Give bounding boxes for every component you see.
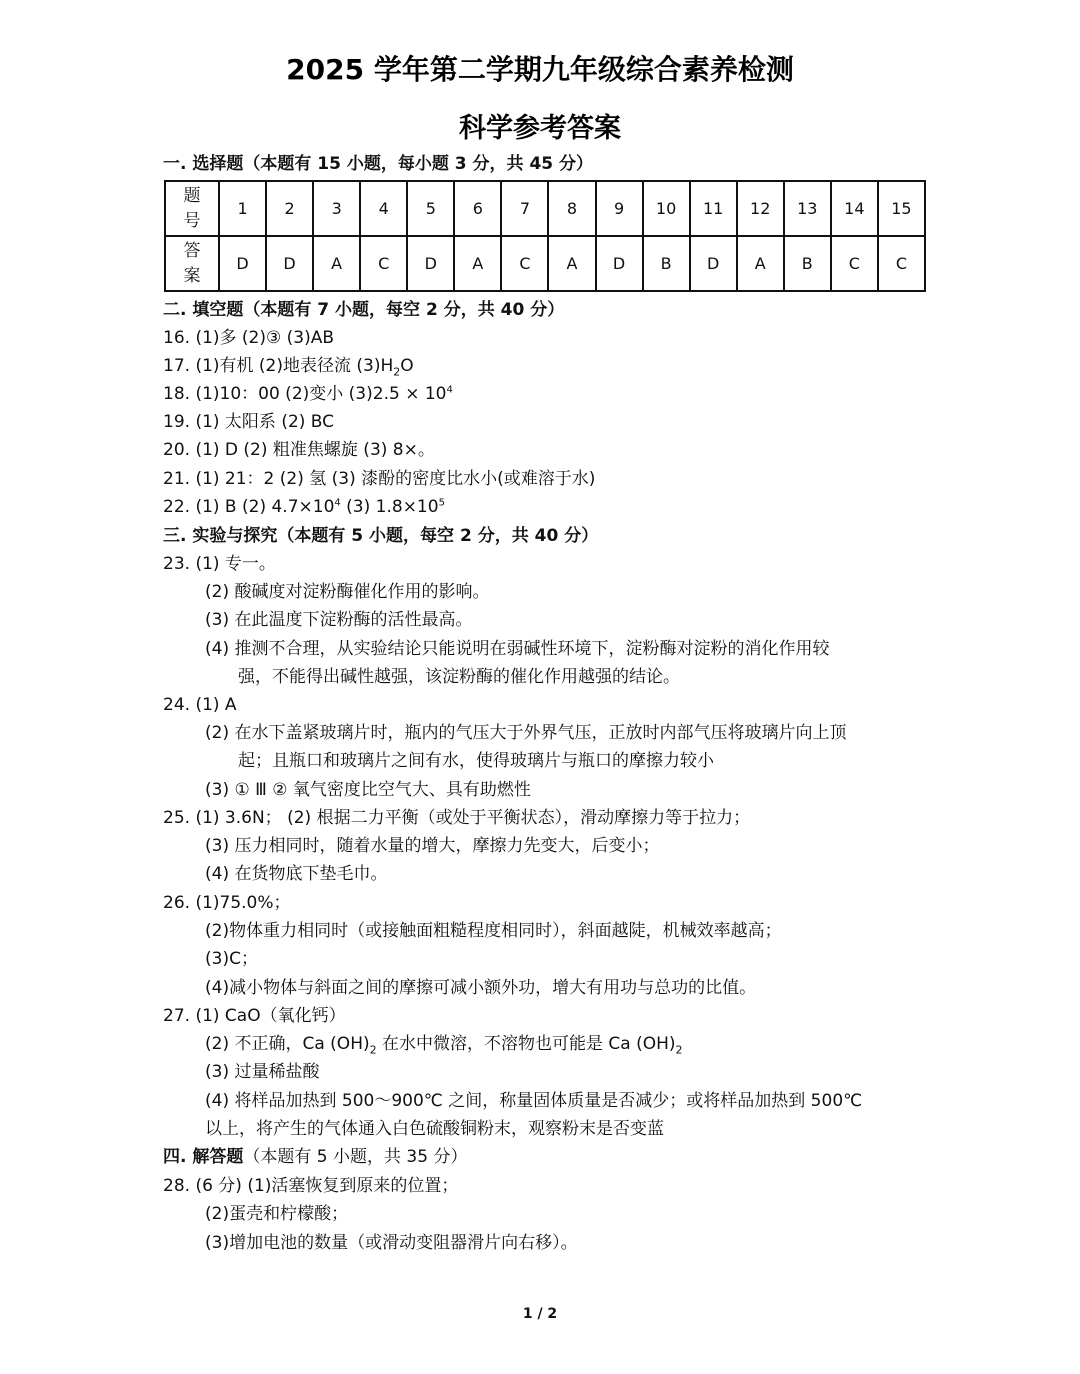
table-cell: 6 bbox=[454, 181, 501, 236]
answer-line: (2) 在水下盖紧玻璃片时，瓶内的气压大于外界气压，正放时内部气压将玻璃片向上顶 bbox=[205, 723, 847, 743]
table-cell: D bbox=[219, 236, 266, 291]
table-cell: 5 bbox=[407, 181, 454, 236]
answer-line: (3) 过量稀盐酸 bbox=[205, 1062, 320, 1082]
table-cell: 15 bbox=[878, 181, 925, 236]
table-cell: A bbox=[548, 236, 595, 291]
table-cell: 13 bbox=[784, 181, 831, 236]
table-cell: 7 bbox=[501, 181, 548, 236]
table-cell: 10 bbox=[643, 181, 690, 236]
table-row-answers bbox=[165, 236, 925, 291]
answer-line: 25. (1) 3.6N； (2) 根据二力平衡（或处于平衡状态），滑动摩擦力等于拉力； bbox=[163, 808, 751, 828]
answer-line: 21. (1) 21：2 (2) 氢 (3) 漆酚的密度比水小(或难溶于水) bbox=[163, 469, 596, 489]
answer-line: 20. (1) D (2) 粗准焦螺旋 (3) 8×。 bbox=[163, 440, 435, 460]
answer-line: 强，不能得出碱性越强，该淀粉酶的催化作用越强的结论。 bbox=[238, 667, 680, 687]
answer-line: 起；且瓶口和玻璃片之间有水，使得玻璃片与瓶口的摩擦力较小 bbox=[238, 751, 714, 771]
section4-heading: 四. 解答题（本题有 5 小题，共 35 分） bbox=[163, 1147, 468, 1167]
section3-heading: 三. 实验与探究（本题有 5 小题，每空 2 分，共 40 分） bbox=[163, 526, 599, 546]
table-cell: 3 bbox=[313, 181, 360, 236]
table-cell: 9 bbox=[596, 181, 643, 236]
page-title: 2025 学年第二学期九年级综合素养检测 bbox=[286, 53, 794, 86]
answer-line: (3)C； bbox=[205, 949, 258, 969]
answer-line: (3) 压力相同时，随着水量的增大，摩擦力先变大，后变小； bbox=[205, 836, 660, 856]
answer-line: (4) 推测不合理，从实验结论只能说明在弱碱性环境下，淀粉酶对淀粉的消化作用较 bbox=[205, 639, 830, 659]
answer-line: 17. (1)有机 (2)地表径流 $(3)H_2O$ bbox=[163, 356, 414, 379]
table-cell: 2 bbox=[266, 181, 313, 236]
table-cell: 11 bbox=[690, 181, 737, 236]
answer-line: 23. (1) 专一。 bbox=[163, 554, 276, 574]
table-cell: C bbox=[360, 236, 407, 291]
answer-line: (3) 在此温度下淀粉酶的活性最高。 bbox=[205, 610, 473, 630]
answer-line: (4) 将样品加热到 500～900℃ 之间，称量固体质量是否减少；或将样品加热到 500℃ bbox=[205, 1091, 863, 1111]
row-label-answer: 答 案 bbox=[165, 236, 219, 291]
table-cell: A bbox=[454, 236, 501, 291]
answer-line: (2) 酸碱度对淀粉酶催化作用的影响。 bbox=[205, 582, 490, 602]
table-cell: 4 bbox=[360, 181, 407, 236]
table-row-numbers bbox=[165, 181, 925, 236]
row-label-question: 题 号 bbox=[165, 181, 219, 236]
choice-answer-table bbox=[164, 180, 926, 292]
table-cell: 1 bbox=[219, 181, 266, 236]
answer-line: 以上，将产生的气体通入白色硫酸铜粉末，观察粉末是否变蓝 bbox=[205, 1119, 664, 1139]
answer-line: (2)物体重力相同时（或接触面粗糙程度相同时），斜面越陡，机械效率越高； bbox=[205, 921, 782, 941]
section1-heading: 一. 选择题（本题有 15 小题，每小题 3 分，共 45 分） bbox=[163, 154, 594, 174]
answer-line: 28. (6 分) (1)活塞恢复到原来的位置； bbox=[163, 1176, 459, 1196]
table-cell: 8 bbox=[548, 181, 595, 236]
table-cell: D bbox=[690, 236, 737, 291]
table-cell: B bbox=[784, 236, 831, 291]
answer-line: 16. (1)多 (2)③ (3)AB bbox=[163, 328, 335, 348]
answer-line: (2) 不正确，Ca $(OH)_2$ 在水中微溶，不溶物也可能是 Ca $(OH)_2$ bbox=[205, 1034, 683, 1057]
table-cell: 14 bbox=[831, 181, 878, 236]
answer-line: (3)增加电池的数量（或滑动变阻器滑片向右移）。 bbox=[205, 1233, 578, 1253]
table-cell: A bbox=[737, 236, 784, 291]
answer-line: 27. (1) CaO（氧化钙） bbox=[163, 1006, 346, 1026]
table-cell: A bbox=[313, 236, 360, 291]
page-subtitle: 科学参考答案 bbox=[459, 113, 621, 144]
table-cell: D bbox=[407, 236, 454, 291]
table-cell: D bbox=[596, 236, 643, 291]
answer-line: 24. (1) A bbox=[163, 695, 237, 715]
section2-heading: 二. 填空题（本题有 7 小题，每空 2 分，共 40 分） bbox=[163, 300, 565, 320]
answer-line: 26. (1)75.0%； bbox=[163, 893, 291, 913]
table-cell: C bbox=[501, 236, 548, 291]
answer-line: 18. (1)10：00 (2)变小 $(3)2.5 \times 10^4$ bbox=[163, 384, 453, 404]
table-cell: 12 bbox=[737, 181, 784, 236]
table-cell: B bbox=[643, 236, 690, 291]
answer-line: 19. (1) 太阳系 (2) BC bbox=[163, 412, 335, 432]
answer-line: (4)减小物体与斜面之间的摩擦可减小额外功，增大有用功与总功的比值。 bbox=[205, 978, 757, 998]
answer-line: (3) ① Ⅲ ② 氧气密度比空气大、具有助燃性 bbox=[205, 780, 531, 800]
table-cell: C bbox=[878, 236, 925, 291]
table-cell: C bbox=[831, 236, 878, 291]
table-cell: D bbox=[266, 236, 313, 291]
answer-line: (4) 在货物底下垫毛巾。 bbox=[205, 864, 388, 884]
answer-line: 22. (1) B (2) $4.7\times 10^4$ (3) $1.8\times 10^5$ bbox=[163, 497, 445, 517]
page-number: 1 / 2 bbox=[522, 1306, 558, 1322]
answer-line: (2)蛋壳和柠檬酸； bbox=[205, 1204, 349, 1224]
